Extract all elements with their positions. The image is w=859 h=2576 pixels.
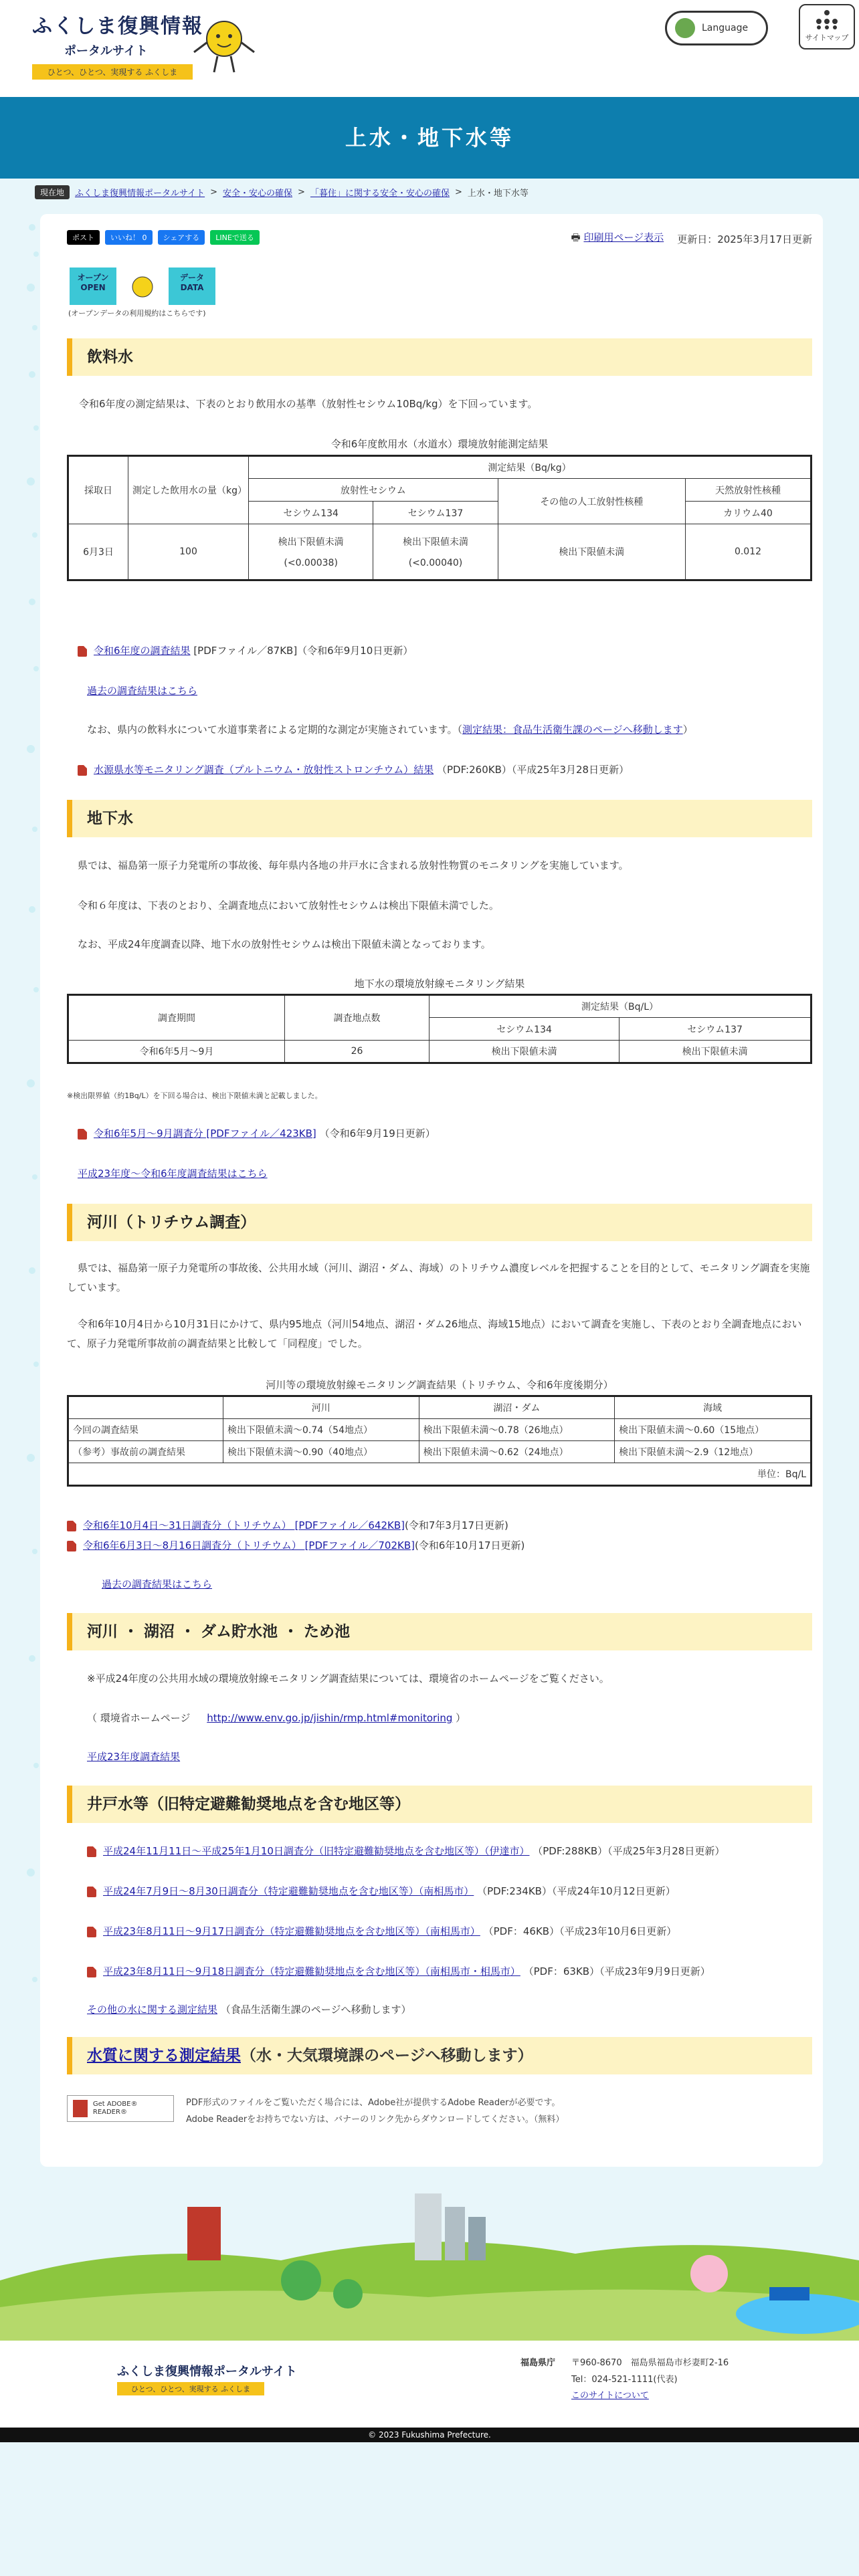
groundwater-table-caption: 地下水の環境放射線モニタリング結果 bbox=[354, 978, 525, 990]
row-label-before: （参考）事故前の調査結果 bbox=[68, 1441, 223, 1463]
drinking-result-link[interactable]: 令和6年度の調査結果 bbox=[94, 645, 191, 657]
th-points: 調査地点数 bbox=[285, 995, 430, 1041]
h23-result-row bbox=[87, 1749, 180, 1763]
footer-postal: 〒960-8670 福島県福島市杉妻町2-16 bbox=[571, 2358, 729, 2368]
other-water-link[interactable]: その他の水に関する測定結果 bbox=[87, 2004, 218, 2016]
section-heading-groundwater: 地下水 bbox=[67, 800, 812, 837]
pdf-icon bbox=[87, 1967, 96, 1977]
adobe-reader-badge[interactable] bbox=[67, 2095, 174, 2122]
print-row bbox=[571, 230, 812, 247]
breadcrumb-link-home[interactable]: ふくしま復興情報ポータルサイト bbox=[75, 189, 205, 199]
footer-address bbox=[520, 2355, 729, 2405]
cell-amount: 100 bbox=[128, 524, 249, 580]
rivers-note: ※平成24年度の公共用水域の環境放射線モニタリング調査結果については、環境省のホームページをご覧ください。 bbox=[87, 1673, 609, 1685]
well-link-row-2: 平成24年7月9日～8月30日調査分（特定避難勧奨地点を含む地区等）（南相馬市） （PDF:234KB）（平成24年10月12日更新） bbox=[87, 1884, 676, 1898]
x-post-button[interactable]: ポスト bbox=[67, 230, 100, 245]
tritium-past-row bbox=[102, 1577, 212, 1591]
copyright: © 2023 Fukushima Prefecture. bbox=[0, 2428, 859, 2442]
cell-river-before: 検出下限値未満～0.90（40地点） bbox=[223, 1441, 419, 1463]
breadcrumb-badge: 現在地 bbox=[35, 185, 70, 199]
cell-period: 令和6年5月～9月 bbox=[68, 1041, 285, 1063]
opendata-banner[interactable] bbox=[68, 267, 217, 317]
th-lake: 湖沼・ダム bbox=[419, 1396, 615, 1419]
logo-tagline: ひとつ、ひとつ、実現する ふくしま bbox=[32, 64, 193, 80]
adobe-badge-text: Get ADOBE® READER® bbox=[92, 2101, 138, 2116]
logo-title: ふくしま復興情報 bbox=[32, 15, 203, 38]
th-other: その他の人工放射性核種 bbox=[498, 479, 685, 524]
tritium-unit: 単位：Bq/L bbox=[68, 1463, 812, 1486]
printer-icon: 🖶 bbox=[571, 231, 581, 243]
fb-share-button[interactable]: シェアする bbox=[158, 230, 205, 245]
th-period: 調査期間 bbox=[68, 995, 285, 1041]
plutonium-link[interactable]: 水源県水等モニタリング調査（プルトニウム・放射性ストロンチウム）結果 bbox=[94, 764, 434, 776]
cell-lake-before: 検出下限値未満～0.62（24地点） bbox=[419, 1441, 615, 1463]
drinking-water-table bbox=[67, 455, 812, 581]
opendata-data-label: データ DATA bbox=[169, 267, 215, 305]
sitemap-button[interactable] bbox=[799, 4, 855, 49]
logo-subtitle: ポータルサイト bbox=[64, 44, 148, 58]
well-link-1[interactable]: 平成24年11月11日～平成25年1月10日調査分（旧特定避難勧奨地点を含む地区等）（伊達市） bbox=[103, 1845, 530, 1857]
cell-sea-before: 検出下限値未満～2.9（12地点） bbox=[615, 1441, 812, 1463]
th-cs137: セシウム137 bbox=[373, 502, 498, 524]
footer-tel: Tel：024-521-1111(代表) bbox=[571, 2374, 678, 2385]
cell-cs137: 検出下限値未満 (<0.00040) bbox=[373, 524, 498, 580]
pdf-icon bbox=[87, 1846, 96, 1857]
pdf-icon bbox=[67, 1541, 76, 1551]
decorative-dots bbox=[27, 214, 40, 2153]
drinking-past-link[interactable]: 過去の調査結果はこちら bbox=[87, 685, 198, 697]
adobe-logo-icon bbox=[73, 2100, 88, 2117]
cell-sea-current: 検出下限値未満～0.60（15地点） bbox=[615, 1419, 812, 1441]
well-link-4[interactable]: 平成23年8月11日～9月18日調査分（特定避難勧奨地点を含む地区等）（南相馬市・相馬市） bbox=[103, 1965, 520, 1977]
tritium-result-link-1[interactable]: 令和6年10月4日～31日調査分（トリチウム） [PDFファイル／642KB] bbox=[83, 1519, 405, 1531]
mascot-icon bbox=[187, 12, 261, 79]
th-results: 測定結果（Bq/L） bbox=[430, 995, 812, 1018]
h23-result-link[interactable]: 平成23年度調査結果 bbox=[87, 1751, 181, 1763]
adobe-note: PDF形式のファイルをご覧いただく場合には、Adobe社が提供するAdobe Readerが必要です。 Adobe Readerをお持ちでない方は、バナーのリンク先からダウンロードしてください。（無料） bbox=[186, 2098, 565, 2125]
print-label[interactable]: 印刷用ページ表示 bbox=[583, 231, 664, 243]
breadcrumb-link-safety[interactable]: 安全・安心の確保 bbox=[223, 189, 293, 199]
pdf-icon bbox=[78, 765, 87, 776]
th-results: 測定結果（Bq/kg） bbox=[249, 456, 812, 479]
th-river: 河川 bbox=[223, 1396, 419, 1419]
groundwater-p1: 県では、福島第一原子力発電所の事故後、毎年県内各地の井戸水に含まれる放射性物質のモニタリングを実施しています。 bbox=[78, 859, 629, 871]
print-link[interactable] bbox=[571, 230, 664, 247]
water-quality-link[interactable]: 水質に関する測定結果 bbox=[87, 2047, 241, 2064]
tritium-past-link[interactable]: 過去の調査結果はこちら bbox=[102, 1578, 213, 1590]
drinking-note: なお、県内の飲料水について水道事業者による定期的な測定が実施されています。（測定結果：食品生活衛生課のページへ移動します） bbox=[87, 724, 693, 736]
well-link-2[interactable]: 平成24年7月9日～8月30日調査分（特定避難勧奨地点を含む地区等）（南相馬市） bbox=[103, 1885, 474, 1897]
sitemap-icon bbox=[814, 9, 840, 29]
cell-cs134: 検出下限値未満 bbox=[430, 1041, 619, 1063]
tritium-table bbox=[67, 1395, 812, 1487]
th-date: 採取日 bbox=[68, 456, 128, 524]
th-amount: 測定した飲用水の量（kg） bbox=[128, 456, 249, 524]
drinking-past-row bbox=[87, 683, 197, 697]
cell-river-current: 検出下限値未満～0.74（54地点） bbox=[223, 1419, 419, 1441]
language-button[interactable] bbox=[665, 11, 768, 45]
drinking-link-1: 令和6年度の調査結果 [PDFファイル／87KB]（令和6年9月10日更新） bbox=[78, 643, 413, 657]
row-label-current: 今回の調査結果 bbox=[68, 1419, 223, 1441]
env-ministry-row: （ 環境省ホームページ http://www.env.go.jp/jishin/rmp.html#monitoring ） bbox=[87, 1712, 466, 1724]
pdf-icon bbox=[67, 1521, 76, 1531]
tritium-link-1-row: 令和6年10月4日～31日調査分（トリチウム） [PDFファイル／642KB](令和7年3月17日更新) bbox=[67, 1518, 508, 1532]
water-quality-heading: 水質に関する測定結果（水・大気環境課のページへ移動します） bbox=[67, 2037, 812, 2074]
line-share-button[interactable]: LINEで送る bbox=[210, 230, 260, 245]
drinking-water-intro: 令和6年度の測定結果は、下表のとおり飲用水の基準（放射性セシウム10Bq/kg）を下回っています。 bbox=[79, 398, 538, 410]
groundwater-result-link[interactable]: 令和6年5月～9月調査分 [PDFファイル／423KB] bbox=[94, 1128, 316, 1140]
opendata-open-label: オープン OPEN bbox=[70, 267, 116, 305]
section-heading-rivers-lakes: 河川 ・ 湖沼 ・ ダム貯水池 ・ ため池 bbox=[67, 1613, 812, 1650]
fukushima-landscape-illustration bbox=[0, 2180, 859, 2341]
opendata-caption: (オープンデータの利用規約はこちらです) bbox=[68, 309, 206, 318]
cell-points: 26 bbox=[285, 1041, 430, 1063]
fb-like-button[interactable]: いいね！ 0 bbox=[105, 230, 153, 245]
title-bar bbox=[0, 97, 859, 179]
food-safety-link[interactable]: 測定結果：食品生活衛生課のページへ移動します bbox=[462, 724, 683, 736]
groundwater-table bbox=[67, 994, 812, 1064]
tritium-link-2-row: 令和6年6月3日～8月16日調査分（トリチウム） [PDFファイル／702KB](令和6年10月17日更新) bbox=[67, 1538, 524, 1552]
breadcrumb: 現在地 ふくしま復興情報ポータルサイト > 安全・安心の確保 > 「暮住」に関する安全・安心の確保 > 上水・地下水等 bbox=[35, 185, 529, 199]
opendata-mascot-icon bbox=[119, 270, 166, 304]
drinking-table-caption: 令和6年度飲用水（水道水）環境放射能測定結果 bbox=[330, 438, 549, 450]
well-link-3[interactable]: 平成23年8月11日～9月17日調査分（特定避難勧奨地点を含む地区等）（南相馬市） bbox=[103, 1925, 480, 1937]
groundwater-p2: 令和６年度は、下表のとおり、全調査地点において放射性セシウムは検出下限値未満でした。 bbox=[78, 899, 499, 911]
footer-logo-title: ふくしま復興情報ポータルサイト bbox=[117, 2365, 297, 2379]
footer-logo[interactable] bbox=[117, 2362, 297, 2395]
th-sea: 海域 bbox=[615, 1396, 812, 1419]
sitemap-label: サイトマップ bbox=[805, 33, 849, 42]
section-heading-drinking-water: 飲料水 bbox=[67, 338, 812, 376]
th-cs134: セシウム134 bbox=[249, 502, 373, 524]
well-link-row-3: 平成23年8月11日～9月17日調査分（特定避難勧奨地点を含む地区等）（南相馬市） （PDF：46KB）（平成23年10月6日更新） bbox=[87, 1924, 676, 1938]
site-header bbox=[0, 0, 859, 97]
breadcrumb-link-living[interactable]: 「暮住」に関する安全・安心の確保 bbox=[310, 189, 450, 199]
tritium-result-link-2[interactable]: 令和6年6月3日～8月16日調査分（トリチウム） [PDFファイル／702KB] bbox=[83, 1539, 415, 1551]
pdf-icon bbox=[87, 1927, 96, 1937]
site-footer bbox=[0, 2341, 859, 2428]
footer-logo-tagline: ひとつ、ひとつ、実現する ふくしま bbox=[117, 2382, 264, 2395]
th-natural: 天然放射性核種 bbox=[685, 479, 811, 502]
groundwater-link-1-row: 令和6年5月～9月調査分 [PDFファイル／423KB] （令和6年9月19日更新） bbox=[78, 1126, 436, 1140]
page-title: 上水・地下水等 bbox=[345, 125, 514, 150]
well-link-row-1: 平成24年11月11日～平成25年1月10日調査分（旧特定避難勧奨地点を含む地区等）（伊達市） （PDF:288KB）（平成25年3月28日更新） bbox=[87, 1844, 725, 1858]
cell-cs134: 検出下限値未満 (<0.00038) bbox=[249, 524, 373, 580]
section-heading-tritium: 河川（トリチウム調査） bbox=[67, 1204, 812, 1241]
cell-lake-current: 検出下限値未満～0.78（26地点） bbox=[419, 1419, 615, 1441]
groundwater-past-link[interactable]: 平成23年度～令和6年度調査結果はこちら bbox=[78, 1168, 268, 1180]
pdf-icon bbox=[78, 646, 87, 657]
footer-about-link[interactable]: このサイトについて bbox=[571, 2391, 649, 2401]
tritium-p1: 県では、福島第一原子力発電所の事故後、公共用水域（河川、湖沼・ダム、海域）のトリチウム濃度レベルを把握することを目的として、モニタリング調査を実施しています。 bbox=[67, 1262, 810, 1293]
other-water-row: その他の水に関する測定結果 （食品生活衛生課のページへ移動します） bbox=[87, 2004, 411, 2016]
groundwater-link-2-row bbox=[78, 1166, 268, 1180]
share-buttons bbox=[67, 230, 260, 245]
cell-k40: 0.012 bbox=[685, 524, 811, 580]
groundwater-footnote: ※検出限界値（約1Bq/L）を下回る場合は、検出下限値未満と記載しました。 bbox=[67, 1091, 322, 1100]
globe-icon bbox=[675, 18, 695, 38]
th-cs134: セシウム134 bbox=[430, 1018, 619, 1041]
pdf-icon bbox=[78, 1129, 87, 1140]
language-label: Language bbox=[702, 23, 749, 33]
cell-other: 検出下限値未満 bbox=[498, 524, 685, 580]
drinking-link-2: 水源県水等モニタリング調査（プルトニウム・放射性ストロンチウム）結果 （PDF:260KB）（平成25年3月28日更新） bbox=[78, 762, 629, 776]
tritium-table-caption: 河川等の環境放射線モニタリング調査結果（トリチウム、令和6年度後期分） bbox=[266, 1379, 613, 1391]
updated-date: 更新日：2025年3月17日更新 bbox=[677, 233, 812, 245]
site-logo[interactable] bbox=[32, 9, 260, 83]
groundwater-p3: なお、平成24年度調査以降、地下水の放射性セシウムは検出下限値未満となっております。 bbox=[78, 938, 491, 950]
th-k40: カリウム40 bbox=[685, 502, 811, 524]
cell-cs137: 検出下限値未満 bbox=[619, 1041, 812, 1063]
pdf-icon bbox=[87, 1887, 96, 1897]
footer-org: 福島県庁 bbox=[520, 2358, 556, 2368]
tritium-p2: 令和6年10月4日から10月31日にかけて、県内95地点（河川54地点、湖沼・ダム26地点、海域15地点）において調査を実施し、下表のとおり全調査地点において、原子力発電所事故前の調査結果と比較して「同程度」でした。 bbox=[67, 1318, 802, 1350]
th-cesium: 放射性セシウム bbox=[249, 479, 498, 502]
breadcrumb-current: 上水・地下水等 bbox=[467, 189, 529, 199]
section-heading-wells: 井戸水等（旧特定避難勧奨地点を含む地区等） bbox=[67, 1786, 812, 1823]
th-cs137: セシウム137 bbox=[619, 1018, 812, 1041]
env-ministry-link[interactable]: http://www.env.go.jp/jishin/rmp.html#monitoring bbox=[207, 1712, 453, 1724]
cell-date: 6月3日 bbox=[68, 524, 128, 580]
well-link-row-4: 平成23年8月11日～9月18日調査分（特定避難勧奨地点を含む地区等）（南相馬市・相馬市） （PDF：63KB）（平成23年9月9日更新） bbox=[87, 1964, 710, 1978]
